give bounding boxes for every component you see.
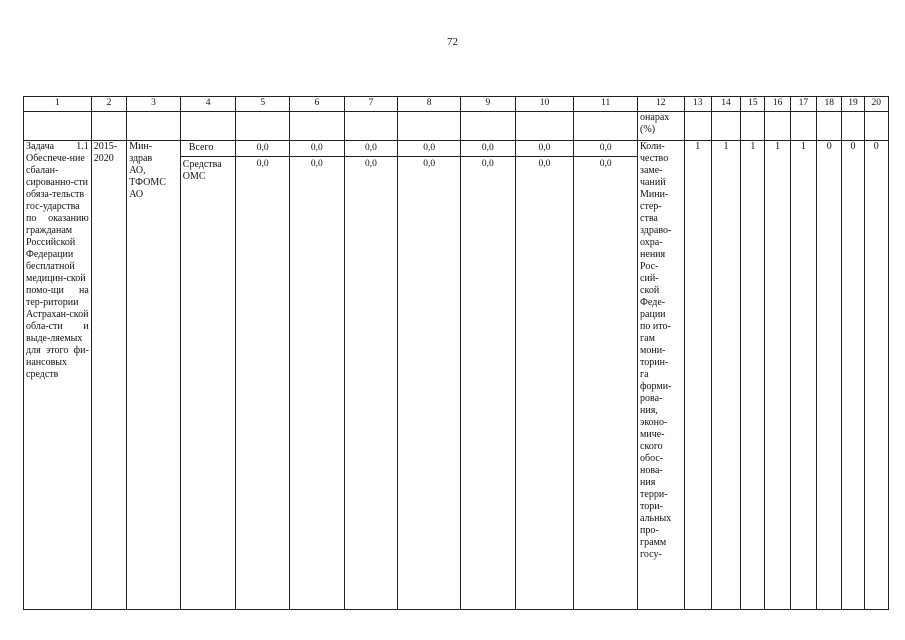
header-cell: 4 <box>180 97 236 112</box>
header-cell: 6 <box>290 97 345 112</box>
header-cell: 9 <box>461 97 516 112</box>
header-cell: 11 <box>574 97 638 112</box>
header-row <box>24 97 889 112</box>
value-total: 0,0 <box>290 141 344 157</box>
header-cell: 7 <box>344 97 398 112</box>
header-cell: 8 <box>398 97 461 112</box>
value-cell <box>236 141 290 610</box>
header-cell: 3 <box>127 97 181 112</box>
value-total: 0,0 <box>574 141 637 157</box>
value-source: 0,0 <box>423 159 436 169</box>
header-cell: 1 <box>24 97 92 112</box>
header-cell: 18 <box>817 97 842 112</box>
task-description: Задача 1.1 Обеспече-ние сбалан-сированно-сти обяза-тельств гос-ударства по оказанию гражданам Российской Федерации бесплатной медицин-ской помо-щи на тер-ритории Астрахан-ской обла-сти и выде-ляемых для этого фи-нансовых средств <box>24 141 92 610</box>
funding-total-label: Всего <box>181 141 236 157</box>
header-cell: 12 <box>638 97 685 112</box>
task-row <box>24 141 889 610</box>
value-total: 0,0 <box>516 141 574 157</box>
header-cell: 17 <box>790 97 816 112</box>
value-cell <box>515 141 574 610</box>
funding-source-label: Средства ОМС <box>182 159 222 182</box>
value-cell <box>290 141 345 610</box>
value-cell <box>398 141 461 610</box>
page-number: 72 <box>447 36 458 48</box>
funding-sources <box>180 141 236 610</box>
task-executor: Мин- здрав АО, ТФОМС АО <box>127 141 181 610</box>
target-value: 1 <box>790 141 816 610</box>
header-cell: 10 <box>515 97 574 112</box>
program-table <box>23 96 889 610</box>
target-value: 1 <box>684 141 711 610</box>
target-value: 1 <box>765 141 790 610</box>
value-source: 0,0 <box>365 159 377 169</box>
header-cell: 20 <box>864 97 888 112</box>
value-source: 0,0 <box>538 159 551 169</box>
target-value: 0 <box>817 141 842 610</box>
value-cell <box>461 141 516 610</box>
value-source: 0,0 <box>256 159 269 169</box>
header-cell: 19 <box>842 97 864 112</box>
task-years: 2015- 2020 <box>91 141 126 610</box>
value-total: 0,0 <box>398 141 460 157</box>
header-cell: 15 <box>741 97 765 112</box>
continuation-row <box>24 112 889 141</box>
value-total: 0,0 <box>461 141 515 157</box>
header-cell: 14 <box>711 97 740 112</box>
header-cell: 2 <box>91 97 126 112</box>
value-source: 0,0 <box>481 159 494 169</box>
continued-indicator: онарах (%) <box>638 112 685 141</box>
target-value: 0 <box>864 141 888 610</box>
value-cell <box>574 141 638 610</box>
target-value: 1 <box>711 141 740 610</box>
value-total: 0,0 <box>236 141 289 157</box>
value-source: 0,0 <box>310 159 323 169</box>
value-cell <box>344 141 398 610</box>
header-cell: 5 <box>236 97 290 112</box>
value-total: 0,0 <box>345 141 398 157</box>
value-source: 0,0 <box>599 159 612 169</box>
header-cell: 16 <box>765 97 790 112</box>
target-value: 0 <box>842 141 864 610</box>
target-value: 1 <box>741 141 765 610</box>
indicator-description: Коли- чество заме- чаний Мини- стер- ства здраво- охра- нения Рос- сий- ской Феде- рации по ито- гам мони- торин- га форми- рова- ния, эконо- миче- ского обос- нова- ния терри- тори- альных про- грамм госу- <box>638 141 685 610</box>
header-cell: 13 <box>684 97 711 112</box>
